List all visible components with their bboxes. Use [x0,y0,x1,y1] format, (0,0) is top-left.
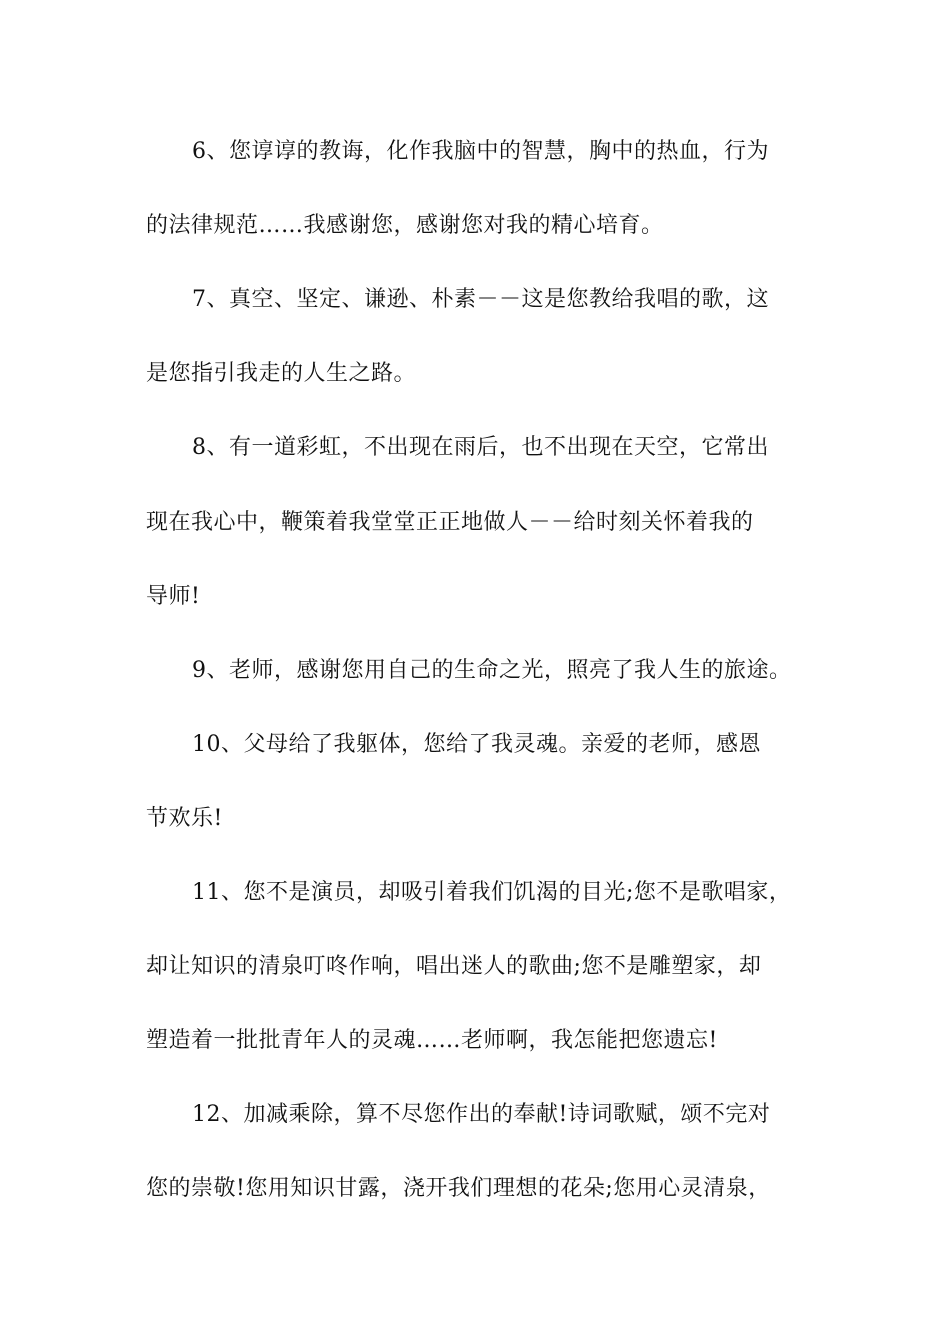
paragraph-7-line-2: 是您指引我走的人生之路。 [146,361,417,386]
paragraph-6-line-1: 6、您谆谆的教诲，化作我脑中的智慧，胸中的热血，行为 [192,139,769,164]
paragraph-11-line-3: 塑造着一批批青年人的灵魂……老师啊，我怎能把您遗忘! [146,1028,718,1053]
paragraph-10-line-1: 10、父母给了我躯体，您给了我灵魂。亲爱的老师，感恩 [192,732,761,757]
paragraph-8-line-3: 导师! [146,584,201,609]
paragraph-8-line-1: 8、有一道彩虹，不出现在雨后，也不出现在天空，它常出 [192,435,769,460]
paragraph-8-line-2: 现在我心中，鞭策着我堂堂正正地做人－－给时刻关怀着我的 [146,510,754,535]
paragraph-6-line-2: 的法律规范……我感谢您，感谢您对我的精心培育。 [146,213,664,238]
paragraph-12-line-2: 您的崇敬!您用知识甘露，浇开我们理想的花朵;您用心灵清泉， [146,1176,771,1201]
paragraph-11-line-1: 11、您不是演员，却吸引着我们饥渴的目光;您不是歌唱家， [192,880,792,905]
paragraph-9-line-1: 9、老师，感谢您用自己的生命之光，照亮了我人生的旅途。 [192,658,792,683]
paragraph-7-line-1: 7、真空、坚定、谦逊、朴素－－这是您教给我唱的歌，这 [192,287,769,312]
paragraph-10-line-2: 节欢乐! [146,806,223,831]
paragraph-11-line-2: 却让知识的清泉叮咚作响，唱出迷人的歌曲;您不是雕塑家，却 [146,954,762,979]
paragraph-12-line-1: 12、加减乘除，算不尽您作出的奉献!诗词歌赋，颂不完对 [192,1102,771,1127]
